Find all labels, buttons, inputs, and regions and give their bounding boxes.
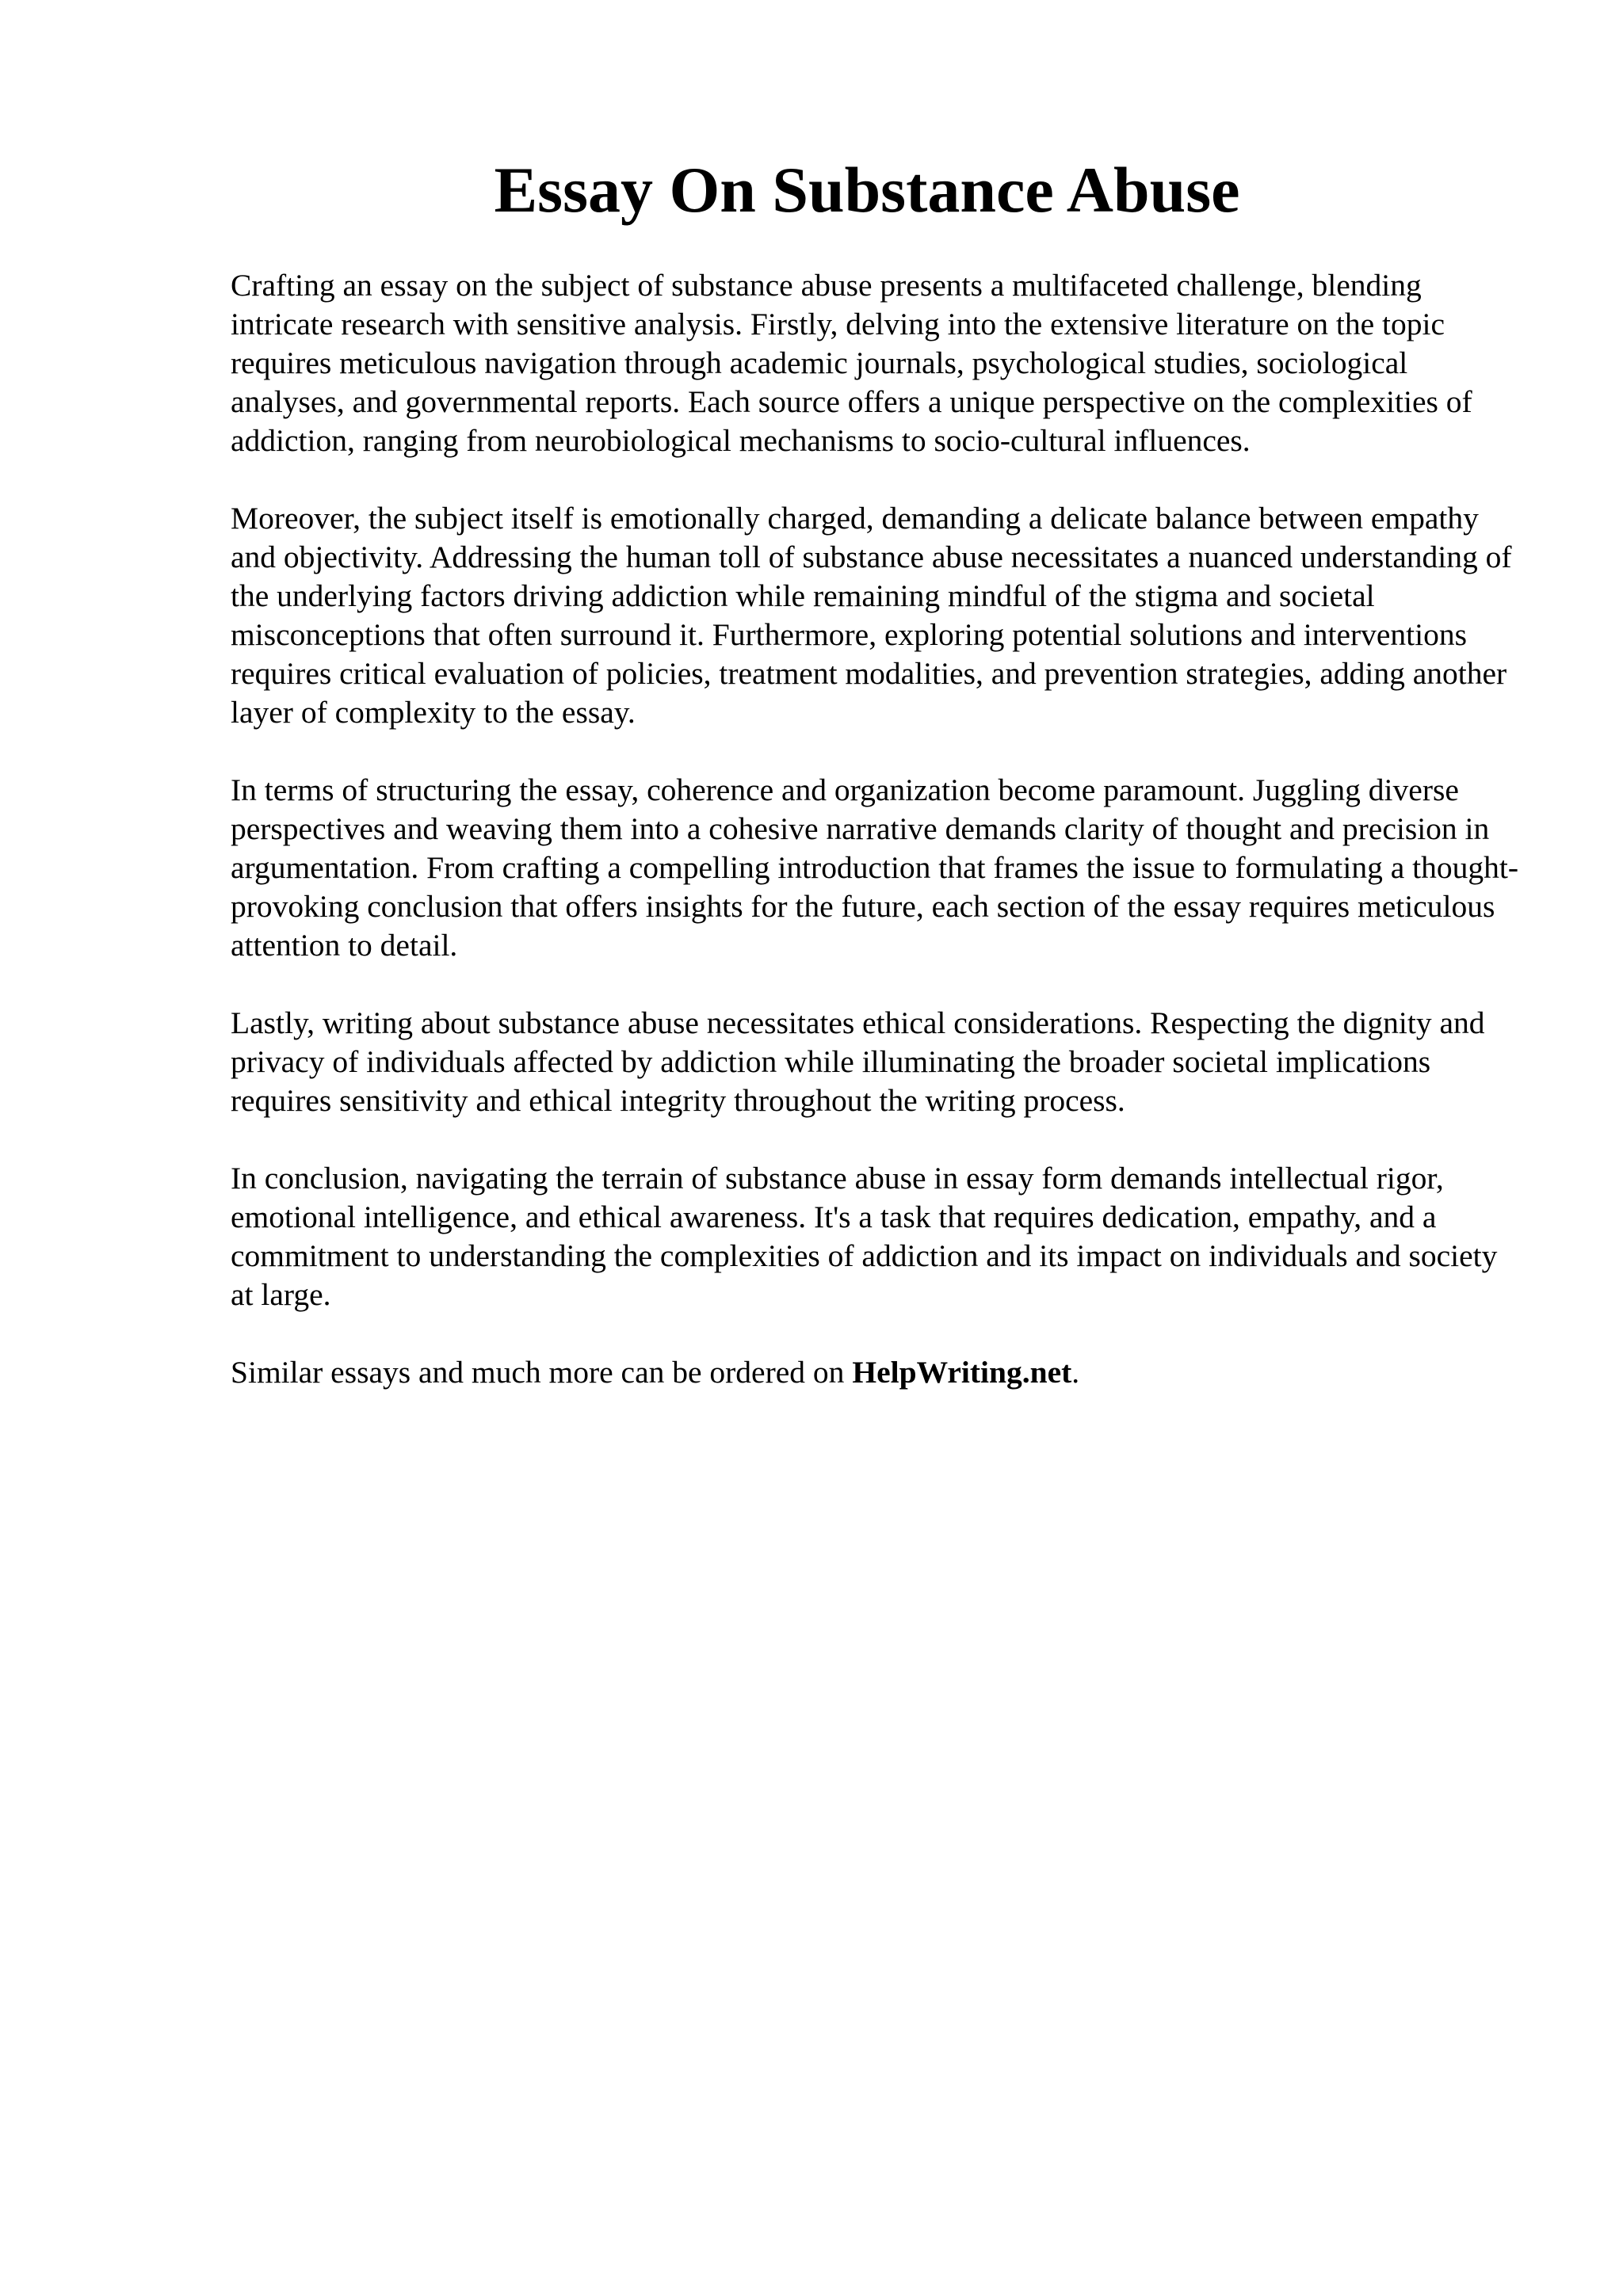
brand-link[interactable]: HelpWriting.net bbox=[852, 1355, 1072, 1390]
page-title: Essay On Substance Abuse bbox=[494, 154, 1240, 226]
paragraph-3: In terms of structuring the essay, coherence and organization become paramount. Juggling diverse perspectives and weaving them into a cohesive narrative demands clarity of thought and precision in argumentation. From crafting a compelling introduction that frames the issue to formulating a thought-provoking conclusion that offers insights for the future, each section of the essay requires meticulous attention to detail. bbox=[231, 772, 1518, 963]
paragraph-5: In conclusion, navigating the terrain of substance abuse in essay form demands intellectual rigor, emotional intelligence, and ethical awareness. It's a task that requires dedication, empathy, and a commitment to understanding the complexities of addiction and its impact on individuals and society at large. bbox=[231, 1161, 1498, 1312]
paragraph-4: Lastly, writing about substance abuse necessitates ethical considerations. Respecting the dignity and privacy of individuals affected by addiction while illuminating the broader societal implications requires sensitivity and ethical integrity throughout the writing process. bbox=[231, 1005, 1485, 1118]
footer-line bbox=[231, 1353, 1522, 1392]
paragraph-2: Moreover, the subject itself is emotionally charged, demanding a delicate balance between empathy and objectivity. Addressing the human toll of substance abuse necessitates a nuanced understanding of the underlying factors driving addiction while remaining mindful of the stigma and societal misconceptions that often surround it. Furthermore, exploring potential solutions and interventions requires critical evaluation of policies, treatment modalities, and prevention strategies, adding another layer of complexity to the essay. bbox=[231, 501, 1512, 730]
footer-suffix: . bbox=[1071, 1355, 1080, 1390]
paragraph-1: Crafting an essay on the subject of substance abuse presents a multifaceted challenge, blending intricate research with sensitive analysis. Firstly, delving into the extensive literature on the topic requires meticulous navigation through academic journals, psychological studies, sociological analyses, and governmental reports. Each source offers a unique perspective on the complexities of addiction, ranging from neurobiological mechanisms to socio-cultural influences. bbox=[231, 268, 1472, 458]
footer-prefix: Similar essays and much more can be ordered on bbox=[231, 1355, 845, 1390]
essay-body bbox=[231, 266, 1522, 1431]
